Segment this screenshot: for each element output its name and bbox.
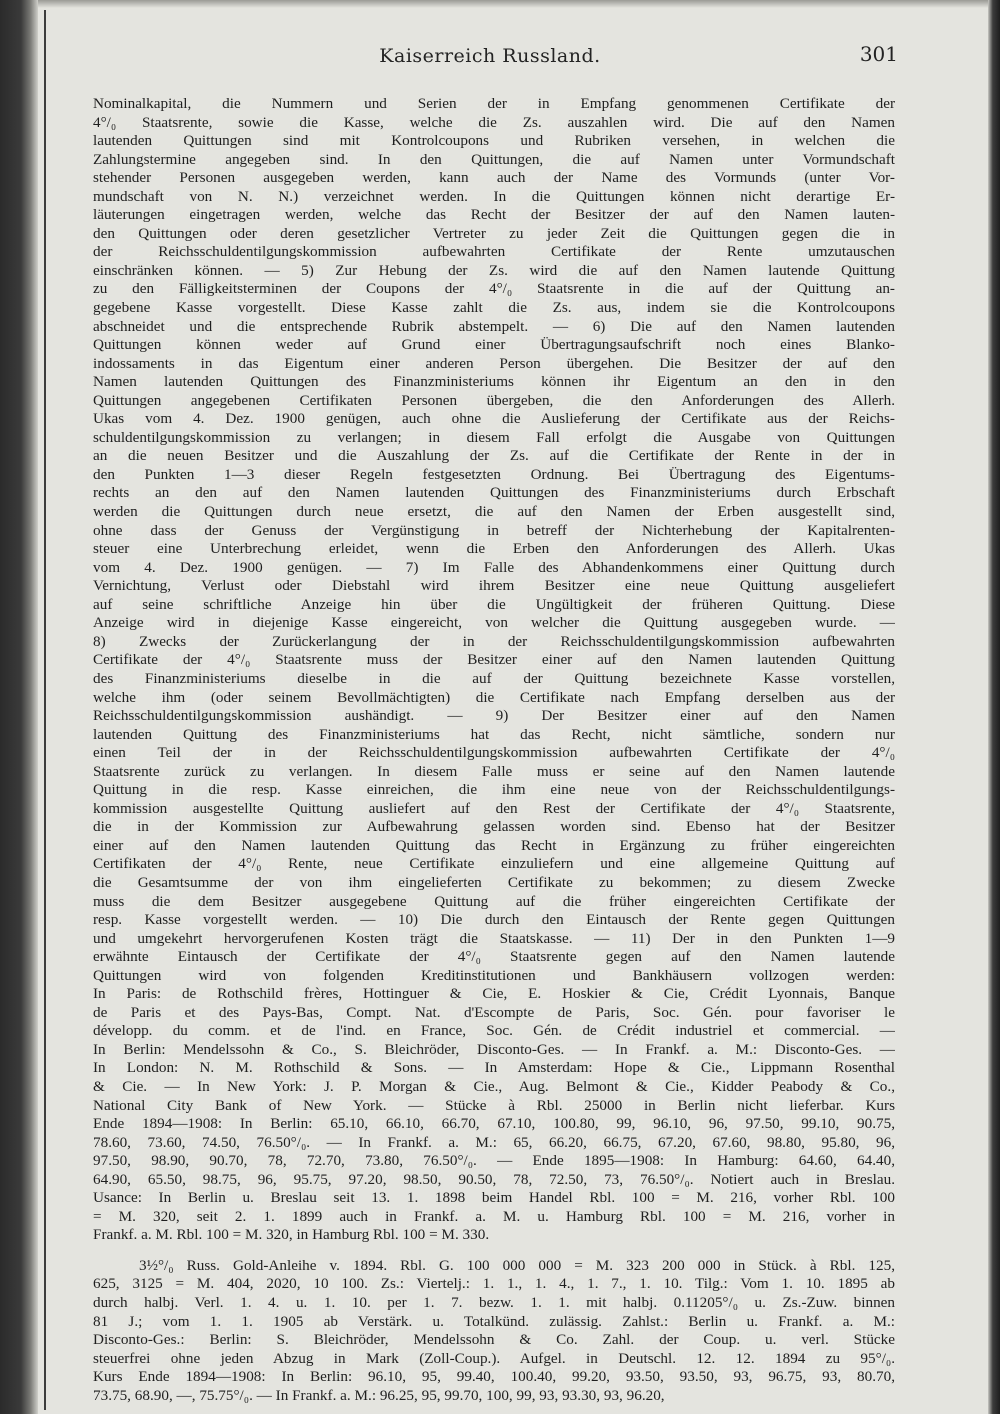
book-binding-edge: [0, 0, 38, 1414]
text-line: die in der Kommission zur Aufbewahrung gelassen worden sind. Ebenso hat der Besitzer: [93, 818, 895, 836]
text-line: Ende 1894—1908: In Berlin: 65.10, 66.10, 66.70, 67.10, 100.80, 99, 96.10, 96, 97.50, 99.10, 90.75,: [93, 1115, 895, 1133]
text-line: und umgekehrt hervorgerufenen Kosten trägt die Staatskasse. — 11) Der in den Punkten 1—9: [93, 929, 895, 947]
text-line: indossaments in das Eigentum einer anderen Person übergehen. Die Besitzer der auf den: [93, 354, 895, 372]
text-line: Frankf. a. M. Rbl. 100 = M. 320, in Hamburg Rbl. 100 = M. 330.: [93, 1226, 490, 1244]
text-line: stehender Personen ausgegeben werden, kann auch der Name des Vormunds (unter Vor-: [93, 169, 895, 187]
text-line: lautenden Quittungen sind mit Kontrolcoupons und Rubriken versehen, in welchen die: [93, 132, 895, 150]
text-line: In London: N. M. Rothschild & Sons. — In Amsterdam: Hope & Cie., Lippmann Rosenthal: [93, 1059, 895, 1077]
text-line: Quittungen angegebenen Certifikaten Personen übergeben, die den Anforderungen des Allerh.: [93, 391, 895, 409]
text-line: die Gesamtsumme der von ihm eingelieferten Certifikate zu bekommen; zu diesem Zwecke: [93, 873, 895, 891]
text-line: Disconto-Ges.: Berlin: S. Bleichröder, Mendelssohn & Co. Zahl. der Coup. u. verl. Stücke: [93, 1331, 895, 1349]
text-line: steuerfrei ohne jeden Abzug in Mark (Zoll-Coup.). Aufgel. in Deutschl. 12. 12. 1894 zu 95°/₀.: [93, 1349, 895, 1367]
text-line: développ. du comm. et de l'ind. en France, Soc. Gén. de Crédit industriel et commercial. —: [93, 1022, 895, 1040]
text-line: Quittungen wird von folgenden Kreditinstitutionen und Bankhäusern vollzogen werden:: [93, 966, 895, 984]
text-line: Kurs Ende 1894—1908: In Berlin: 96.10, 95, 99.40, 100.40, 99.20, 93.50, 93.50, 93, 96.75, 93, 80.70,: [93, 1368, 895, 1386]
text-line: durch halbj. Verl. 1. 4. u. 1. 10. per 1. 7. bezw. 1. 1. mit halbj. 0.11205°/₀ u. Zs.-Zuw. binnen: [93, 1294, 895, 1311]
text-line: 78.60, 73.60, 74.50, 76.50°/₀. — In Frankf. a. M.: 65, 66.20, 66.75, 67.20, 67.60, 98.80, 95.80, 96,: [93, 1133, 895, 1151]
text-line: gegebene Kasse vorgestellt. Diese Kasse zahlt die Zs. aus, indem sie die Kontrolcoupons: [93, 299, 895, 317]
text-line: schuldentilgungskommission zu verlangen; in diesem Fall erfolgt die Ausgabe von Quittungen: [93, 428, 895, 446]
text-line: Certifikate der 4°/₀ Staatsrente muss der Besitzer einer auf den Namen lautenden Quittung: [93, 651, 895, 669]
text-line: werden die Quittungen durch neue ersetzt, die auf den Namen der Erben ausgestellt sind,: [93, 503, 895, 521]
text-line: rechts an den auf den Namen lautenden Quittungen des Finanzministeriums durch Erbschaft: [93, 484, 895, 502]
page-right-edge: [988, 0, 1000, 1414]
paragraph-gold-loan-1894: [93, 1257, 895, 1405]
body-text: [93, 95, 895, 1407]
text-line: einschränken können. — 5) Zur Hebung der Zs. wird die auf den Namen lautende Quittung: [93, 261, 895, 279]
text-line: Staatsrente zurück zu verlangen. In diesem Falle muss er seine auf den Namen lautende: [93, 762, 895, 780]
text-line: muss die dem Besitzer ausgegebene Quittung auf die früher eingereichten Certifikate der: [93, 892, 895, 910]
text-line: des Finanzministeriums dieselbe in die auf der Quittung bezeichnete Kasse vorstellen,: [93, 669, 895, 687]
text-line: Certifikaten der 4°/₀ Rente, neue Certifikate einzuliefern und eine allgemeine Quittung auf: [93, 855, 895, 873]
page-number: 301: [859, 42, 898, 66]
text-line: auf seine schriftliche Anzeige hin über die Ungültigkeit der früheren Quittung. Diese: [93, 595, 895, 613]
text-line: 73.75, 68.90, —, 75.75°/₀. — In Frankf. a. M.: 96.25, 95, 99.70, 100, 99, 93, 93.30, 93, 96.20,: [93, 1386, 665, 1404]
text-line: Usance: In Berlin u. Breslau seit 13. 1. 1898 beim Handel Rbl. 100 = M. 216, vorher Rbl. 100: [93, 1189, 895, 1207]
text-line: an die neuen Besitzer und die Auszahlung der Zs. auf die Certifikate der Rente in der in: [93, 447, 895, 465]
page-top-shadow: [0, 0, 1000, 8]
text-line: 97.50, 98.90, 90.70, 78, 72.70, 73.80, 76.50°/₀. — Ende 1895—1908: In Hamburg: 64.60, 64.40,: [93, 1152, 895, 1170]
text-line: 625, 3125 = M. 404, 2020, 10 100. Zs.: Viertelj.: 1. 1., 1. 4., 1. 7., 1. 10. Tilg.: Vom 1. 10. 1895 ab: [93, 1275, 895, 1293]
text-line: & Cie. — In New York: J. P. Morgan & Cie., Aug. Belmont & Cie., Kidder Peabody & Co.,: [93, 1077, 895, 1095]
text-line: Reichsschuldentilgungskommission aushändigt. — 9) Der Besitzer einer auf den Namen: [93, 707, 895, 725]
text-line: den Punkten 1—3 dieser Regeln festgesetzten Ordnung. Bei Übertragung des Eigentums-: [93, 465, 895, 483]
running-header-title: Kaiserreich Russland.: [379, 45, 601, 67]
paragraph-certificate-rules: [93, 95, 895, 1245]
text-line: Quittung in die resp. Kasse einreichen, die ihm eine neue von der Reichsschuldentilgungs-: [93, 781, 895, 799]
text-line: erwähnte Eintausch der Certifikate der 4°/₀ Staatsrente gegen auf den Namen lautende: [93, 948, 895, 966]
text-line: einer auf den Namen lautenden Quittung das Recht in Ergänzung zu früher eingereichten: [93, 836, 895, 854]
text-line: den Quittungen oder deren gesetzlicher Vertreter zu jeder Zeit die Quittungen gegen die in: [93, 224, 895, 242]
text-line: Quittungen können weder auf Grund einer Übertragungsaufschrift noch eines Blanko-: [93, 336, 895, 354]
text-line: National City Bank of New York. — Stücke à Rbl. 25000 in Berlin nicht lieferbar. Kurs: [93, 1096, 895, 1114]
text-line: steuer eine Unterbrechung erleidet, wenn die Erben den Anforderungen des Allerh. Ukas: [93, 540, 895, 558]
text-line: 64.90, 65.50, 98.75, 96, 95.75, 97.20, 98.50, 90.50, 78, 72.50, 73, 76.50°/₀. Notiert auch in Breslau.: [93, 1170, 895, 1188]
text-line: In Berlin: Mendelssohn & Co., S. Bleichröder, Disconto-Ges. — In Frankf. a. M.: Disconto-Ges. —: [93, 1040, 895, 1058]
text-line: resp. Kasse vorgestellt werden. — 10) Die durch den Eintausch der Rente gegen Quittungen: [93, 911, 895, 929]
text-line: ohne dass der Genuss der Vergünstigung in betreff der Nichterhebung der Kapitalrenten-: [93, 521, 895, 539]
text-line: vom 4. Dez. 1900 genügen. — 7) Im Falle des Abhandenkommens einer Quittung durch: [93, 558, 895, 576]
text-line: 3½°/₀ Russ. Gold-Anleihe v. 1894. Rbl. G. 100 000 000 = M. 323 200 000 in Stück. à Rbl. 125,: [139, 1256, 895, 1274]
text-line: mundschaft von N. N.) verzeichnet werden. In die Quittungen können nicht derartige Er-: [93, 187, 895, 205]
text-line: 8) Zwecks der Zurückerlangung der in der Reichsschuldentilgungskommission aufbewahrten: [93, 632, 895, 650]
text-line: abschneidet und die entsprechende Rubrik abstempelt. — 6) Die auf den Namen lautenden: [93, 317, 895, 335]
text-line: Namen lautenden Quittungen des Finanzministeriums können ihr Eigentum an den in den: [93, 373, 895, 391]
text-line: der Reichsschuldentilgungskommission aufbewahrten Certifikate der Rente umzutauschen: [93, 243, 895, 261]
text-line: 4°/₀ Staatsrente, sowie die Kasse, welche die Zs. auszahlen wird. Die auf den Namen: [93, 113, 895, 131]
text-line: In Paris: de Rothschild frères, Hottinguer & Cie, E. Hoskier & Cie, Crédit Lyonnais, Banque: [93, 985, 895, 1003]
text-line: läuterungen eingetragen werden, welche das Recht der Besitzer der auf den Namen lauten-: [93, 206, 895, 224]
text-line: welche ihm (oder seinem Bevollmächtigten) die Certifikate nach Empfang derselben aus der: [93, 688, 895, 706]
text-line: einen Teil der in der Reichsschuldentilgungskommission aufbewahrten Certifikate der 4°/₀: [93, 744, 895, 762]
text-line: Zahlungstermine angegeben sind. In den Quittungen, die auf Namen unter Vormundschaft: [93, 150, 895, 168]
paragraph-gap: [93, 1245, 895, 1257]
text-line: kommission ausgestellte Quittung ausliefert auf den Rest der Certifikate der 4°/₀ Staatsrente,: [93, 799, 895, 817]
text-line: 81 J.; vom 1. 1. 1905 ab Verstärk. u. Totalkünd. zulässig. Zahlst.: Berlin u. Frankf. a. M.:: [93, 1312, 895, 1330]
text-line: de Paris et des Pays-Bas, Compt. Nat. d'Escompte de Paris, Soc. Gén. pour favoriser le: [93, 1003, 895, 1021]
text-line: Nominalkapital, die Nummern und Serien der in Empfang genommenen Certifikate der: [93, 95, 895, 112]
text-line: Vernichtung, Verlust oder Diebstahl wird ihrem Besitzer eine neue Quittung ausgeliefert: [93, 577, 895, 595]
text-line: Anzeige wird in diejenige Kasse eingereicht, von welcher die Quittung ausgegeben wurde. —: [93, 614, 895, 632]
text-line: zu den Fälligkeitsterminen der Coupons der 4°/₀ Staatsrente in die auf der Quittung an-: [93, 280, 895, 298]
text-line: lautenden Quittung des Finanzministeriums hat das Recht, nicht sämtliche, sondern nur: [93, 725, 895, 743]
text-line: = M. 320, seit 2. 1. 1899 auch in Frankf. a. M. u. Hamburg Rbl. 100 = M. 216, vorher in: [93, 1207, 895, 1225]
text-line: Ukas vom 4. Dez. 1900 genügen, auch ohne die Auslieferung der Certifikate aus der Reichs-: [93, 410, 895, 428]
